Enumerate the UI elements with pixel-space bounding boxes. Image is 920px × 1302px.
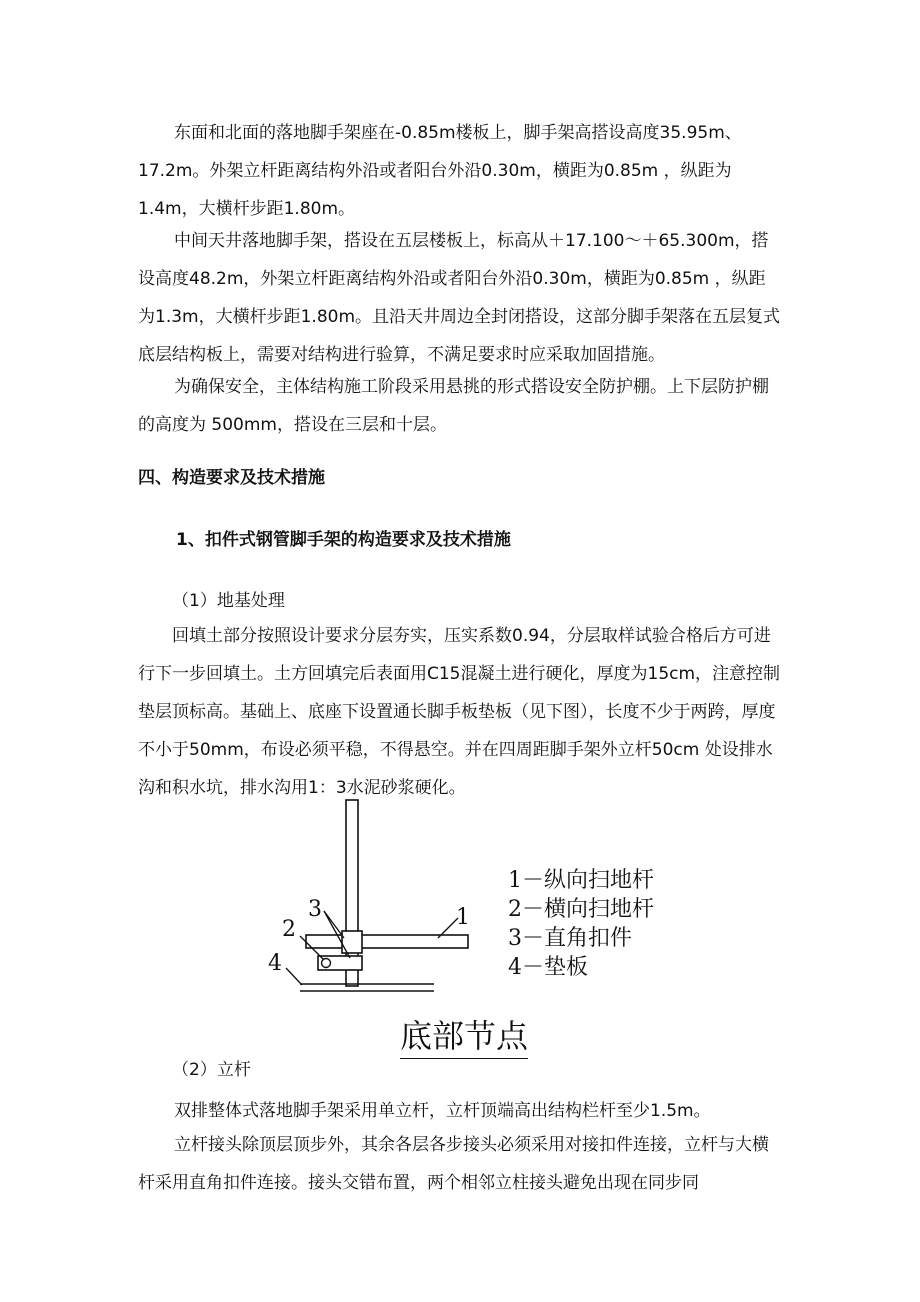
paragraph-east-north-scaffold: 东面和北面的落地脚手架座在-0.85m楼板上，脚手架高搭设高度35.95m、17.2m。外架立杆距离结构外沿或者阳台外沿0.30m，横距为0.85m ，纵距为1.4m，大横杆步距1.80m。 bbox=[138, 123, 742, 219]
transverse-sweep-bar-end bbox=[322, 959, 331, 968]
paragraph-pole-joints: 立杆接头除顶层顶步外，其余各层各步接头必须采用对接扣件连接，立杆与大横杆采用直角扣件连接。接头交错布置，两个相邻立柱接头避免出现在同步同 bbox=[138, 1135, 769, 1193]
section-heading-4: 四、构造要求及技术措施 bbox=[138, 468, 325, 488]
paragraph-foundation: 回填土部分按照设计要求分层夯实，压实系数0.94，分层取样试验合格后方可进行下一步回填土。土方回填完后表面用C15混凝土进行硬化，厚度为15cm，注意控制垫层顶标高。基础上、底座下设置通长脚手板垫板（见下图），长度不少于两跨，厚度不小于50mm，布设必须平稳，不得悬空。并在四周距脚手架外立杆50cm 处设排水沟和积水坑，排水沟用1：3水泥砂浆硬化。 bbox=[138, 626, 781, 798]
legend-item-3: 3－直角扣件 bbox=[508, 926, 632, 951]
diagram-label-3: 3 bbox=[308, 897, 322, 922]
paragraph-protection-shed: 为确保安全，主体结构施工阶段采用悬挑的形式搭设安全防护棚。上下层防护棚的高度为 500mm，搭设在三层和十层。 bbox=[138, 377, 769, 435]
diagram-legend bbox=[508, 866, 654, 982]
item-heading-foundation: （1）地基处理 bbox=[172, 591, 285, 611]
subsection-heading-1: 1、扣件式钢管脚手架的构造要求及技术措施 bbox=[176, 530, 511, 550]
diagram-label-2: 2 bbox=[282, 917, 296, 942]
legend-item-2: 2－横向扫地杆 bbox=[508, 897, 654, 922]
legend-item-4: 4－垫板 bbox=[508, 955, 588, 980]
legend-item-1: 1－纵向扫地杆 bbox=[508, 868, 654, 893]
paragraph-courtyard-scaffold: 中间天井落地脚手架，搭设在五层楼板上，标高从＋17.100～＋65.300m，搭设高度48.2m，外架立杆距离结构外沿或者阳台外沿0.30m，横距为0.85m ，纵距为1.3m，大横杆步距1.80m。且沿天井周边全封闭搭设，这部分脚手架落在五层复式底层结构板上，需要对结构进行验算，不满足要求时应采取加固措施。 bbox=[138, 231, 781, 365]
leader-3a bbox=[324, 911, 344, 938]
longitudinal-sweep-bar bbox=[306, 935, 468, 948]
diagram-label-1: 1 bbox=[456, 905, 470, 930]
paragraph-pole-single: 双排整体式落地脚手架采用单立杆，立杆顶端高出结构栏杆至少1.5m。 bbox=[174, 1101, 711, 1121]
item-heading-pole: （2）立杆 bbox=[172, 1060, 251, 1080]
figure-caption: 底部节点 bbox=[400, 1016, 528, 1059]
leader-4 bbox=[286, 968, 302, 985]
diagram-label-4: 4 bbox=[268, 951, 282, 976]
